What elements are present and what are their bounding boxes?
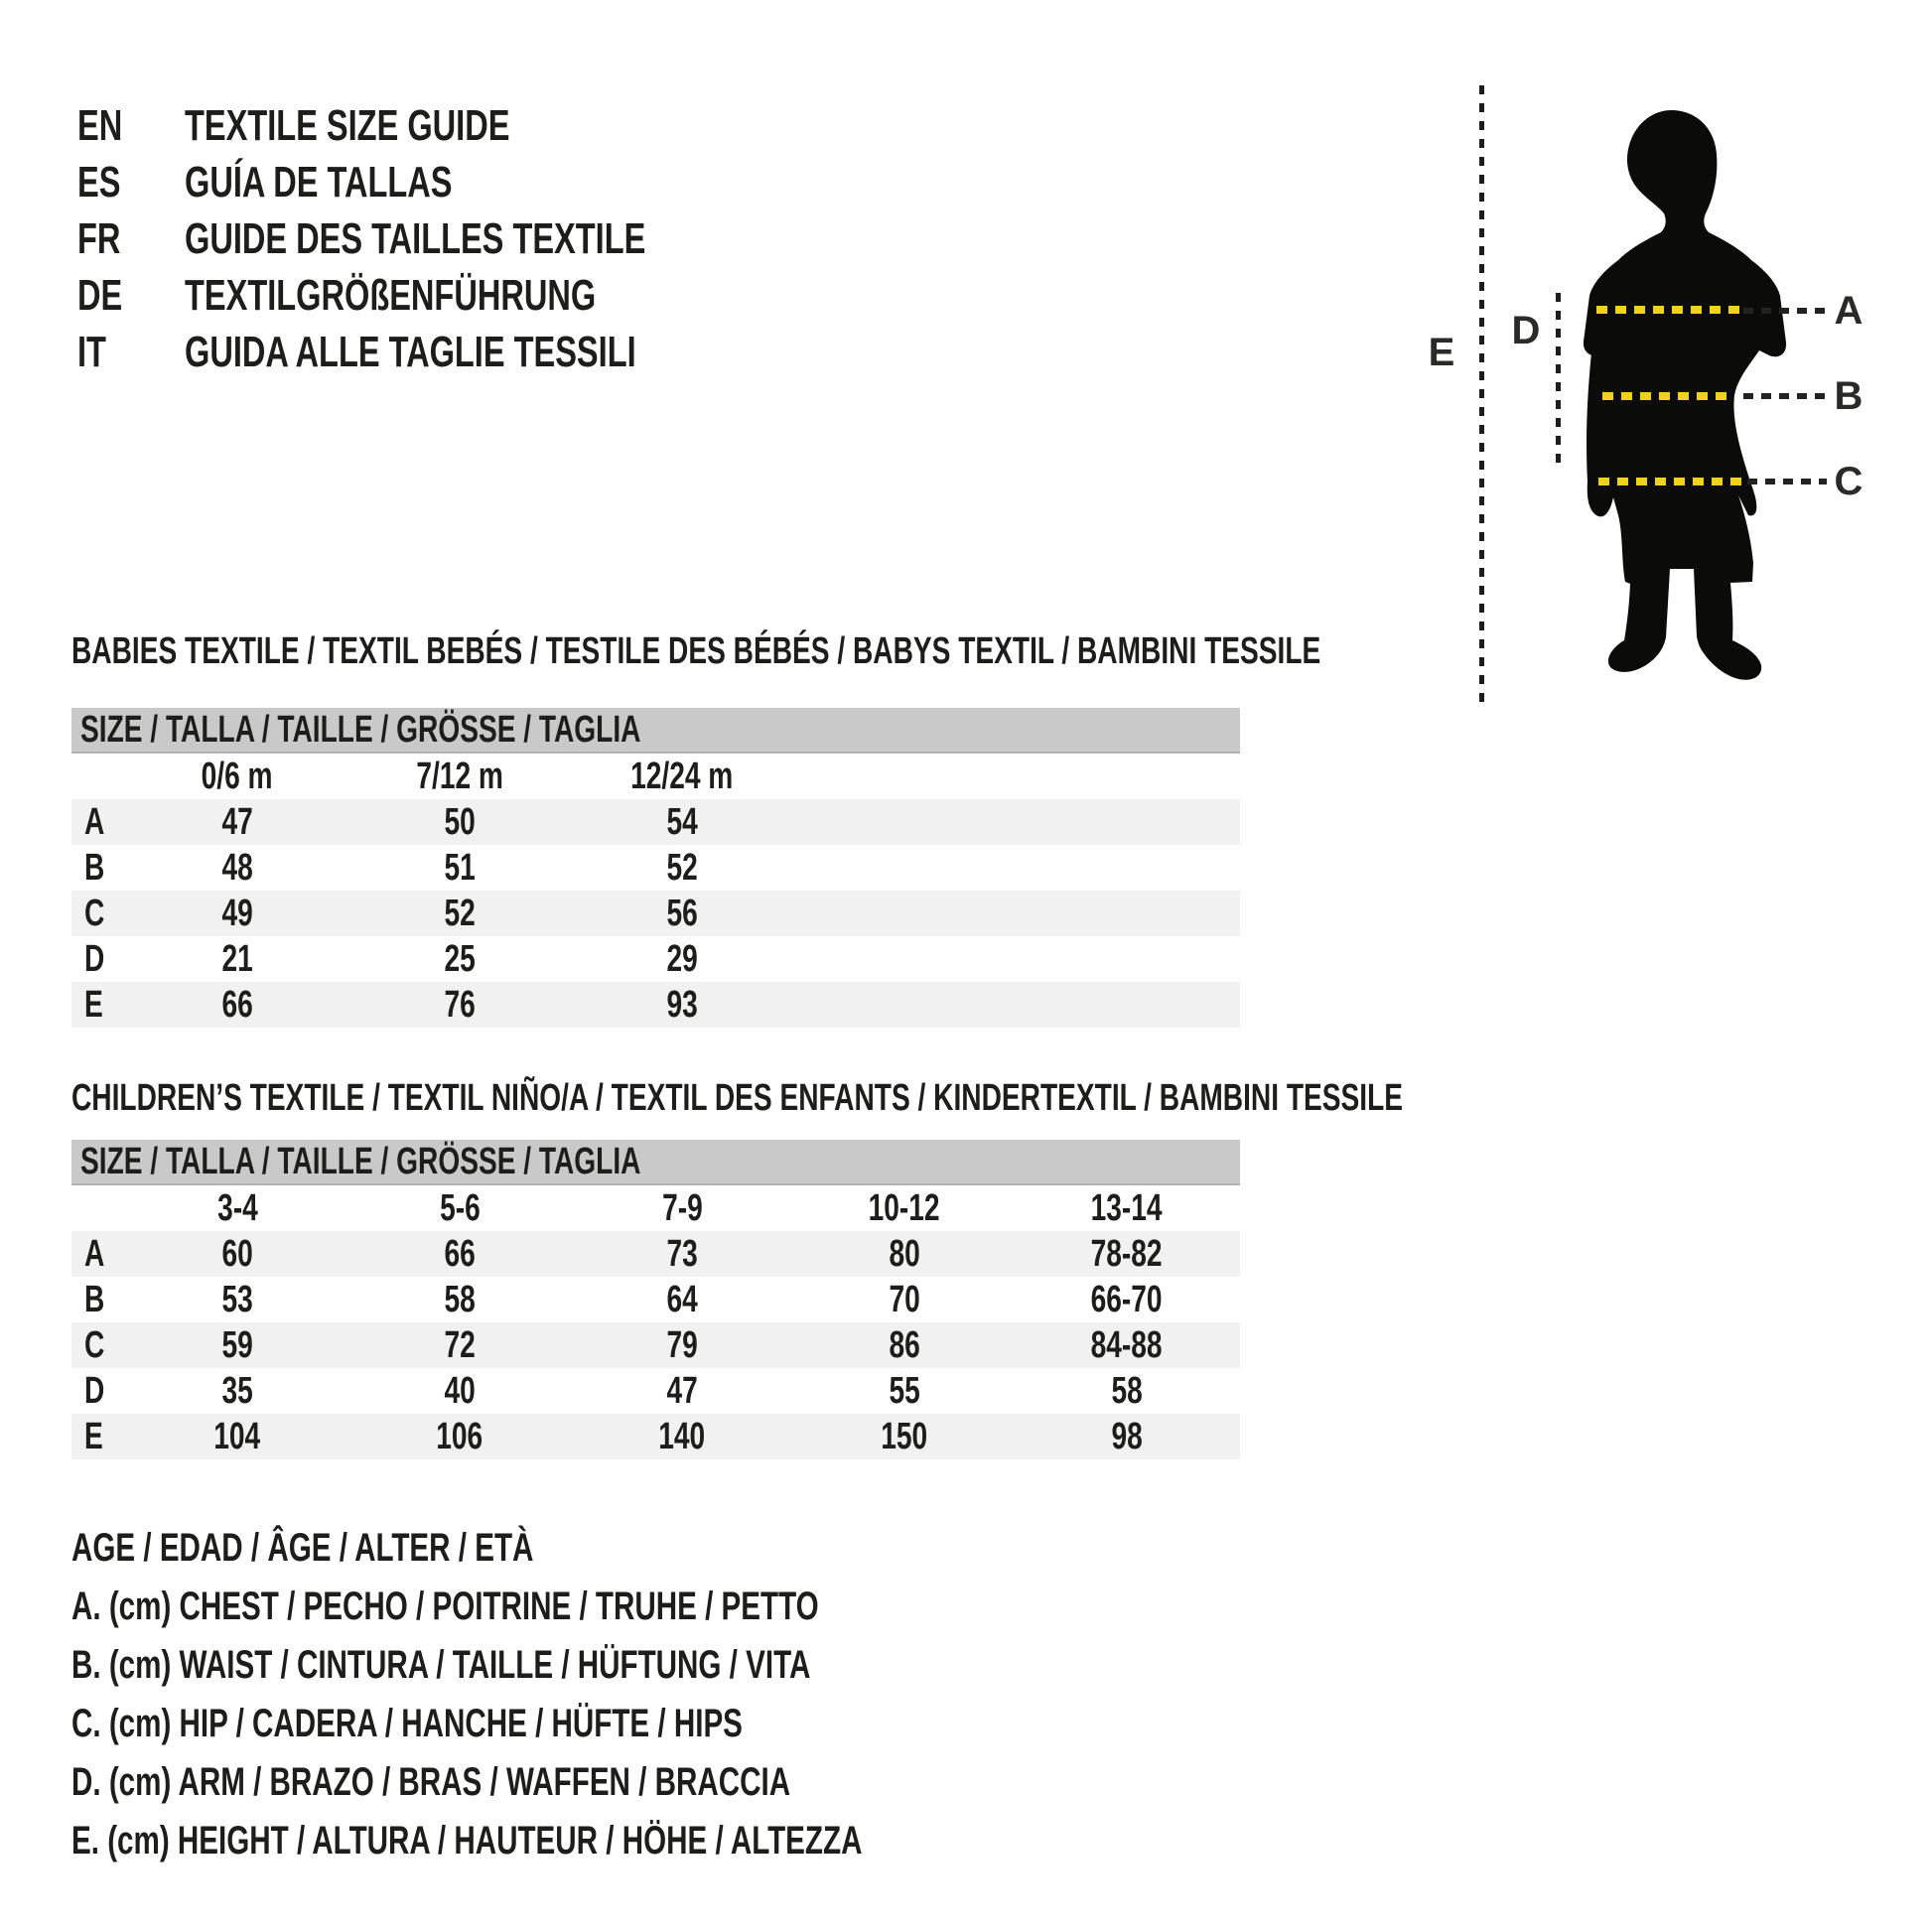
measure-label-A: A [1834, 289, 1863, 333]
measure-label-B: B [1834, 374, 1863, 418]
measure-label-E: E [1428, 331, 1455, 374]
babies-col-1: 7/12 m [416, 755, 503, 797]
lang-title-it: GUIDA ALLE TAGLIE TESSILI [185, 327, 636, 376]
table-row: D 21 25 29 [84, 937, 698, 980]
children-col-1: 5-6 [439, 1186, 481, 1229]
table-row: B 53 58 64 70 66-70 [84, 1278, 1163, 1320]
table-row: A 47 50 54 [71, 799, 1240, 845]
legend-line-waist: B. (cm) WAIST / CINTURA / TAILLE / HÜFTUNG / VITA [71, 1643, 811, 1687]
table-row: E 66 76 93 [71, 982, 1240, 1028]
lang-row-de [77, 267, 807, 324]
babies-col-2: 12/24 m [630, 755, 734, 797]
babies-size-table [71, 708, 1240, 1028]
measure-label-C: C [1834, 460, 1863, 503]
chest-dash-line-A [1596, 306, 1741, 314]
lang-row-fr [77, 210, 807, 267]
table-row: C 59 72 79 86 84-88 [71, 1322, 1240, 1368]
babies-size-header-bar: SIZE / TALLA / TAILLE / GRÖSSE / TAGLIA [71, 708, 1240, 754]
lang-code-es: ES [77, 157, 121, 207]
children-col-4: 13-14 [1091, 1186, 1163, 1229]
lang-row-it [77, 324, 807, 380]
lang-title-fr: GUIDE DES TAILLES TEXTILE [185, 213, 646, 263]
hip-dash-line-C [1598, 478, 1743, 485]
table-row: D 35 40 47 55 58 [84, 1369, 1143, 1412]
children-col-2: 7-9 [661, 1186, 703, 1229]
waist-leader-line-B [1743, 393, 1827, 399]
child-silhouette-image [1564, 104, 1806, 700]
height-measure-line-E [1479, 85, 1484, 705]
babies-col-0: 0/6 m [202, 755, 273, 797]
lang-code-en: EN [77, 100, 123, 150]
legend-line-chest: A. (cm) CHEST / PECHO / POITRINE / TRUHE / PETTO [71, 1585, 819, 1628]
lang-code-it: IT [77, 327, 106, 376]
legend-line-height: E. (cm) HEIGHT / ALTURA / HAUTEUR / HÖHE / ALTEZZA [71, 1819, 863, 1863]
legend-line-hip: C. (cm) HIP / CADERA / HANCHE / HÜFTE / HIPS [71, 1702, 743, 1745]
children-section-title: CHILDREN’S TEXTILE / TEXTIL NIÑO/A / TEXTIL DES ENFANTS / KINDERTEXTIL / BAMBINI TESSILE [71, 1077, 1404, 1119]
babies-section-title: BABIES TEXTILE / TEXTIL BEBÉS / TESTILE DES BÉBÉS / BABYS TEXTIL / BAMBINI TESSILE [71, 630, 1321, 672]
babies-column-header-row [71, 754, 1240, 799]
children-size-header-bar: SIZE / TALLA / TAILLE / GRÖSSE / TAGLIA [71, 1140, 1240, 1185]
table-row: A 60 66 73 80 78-82 [71, 1231, 1240, 1277]
table-row: C 49 52 56 [71, 891, 1240, 936]
measure-label-D: D [1511, 309, 1541, 352]
legend-line-age: AGE / EDAD / ÂGE / ALTER / ETÀ [71, 1526, 534, 1570]
table-row: B 48 51 52 [84, 846, 698, 889]
children-col-3: 10-12 [869, 1186, 940, 1229]
arm-measure-line-D [1556, 293, 1561, 472]
language-title-list [77, 97, 807, 380]
measurement-legend [71, 1519, 1140, 1870]
children-size-table [71, 1140, 1240, 1459]
lang-title-es: GUÍA DE TALLAS [185, 157, 453, 207]
table-row: E 104 106 140 150 98 [71, 1414, 1240, 1459]
lang-code-de: DE [77, 270, 123, 320]
chest-leader-line-A [1743, 308, 1827, 314]
children-col-0: 3-4 [216, 1186, 258, 1229]
lang-code-fr: FR [77, 213, 121, 263]
lang-row-es [77, 154, 807, 210]
legend-line-arm: D. (cm) ARM / BRAZO / BRAS / WAFFEN / BRACCIA [71, 1760, 791, 1804]
waist-dash-line-B [1602, 392, 1729, 400]
lang-title-en: TEXTILE SIZE GUIDE [185, 100, 510, 150]
lang-row-en [77, 97, 807, 154]
hip-leader-line-C [1747, 479, 1827, 484]
lang-title-de: TEXTILGRÖßENFÜHRUNG [185, 270, 597, 320]
children-column-header-row [71, 1185, 1240, 1231]
